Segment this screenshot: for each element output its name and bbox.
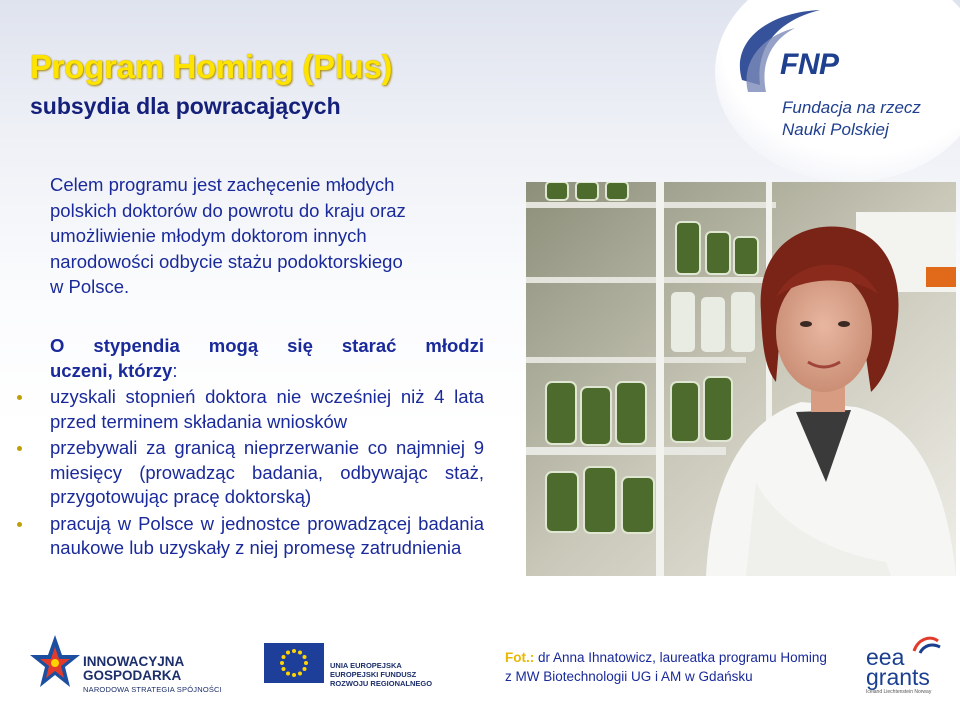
intro-paragraph xyxy=(50,172,470,300)
ig-emblem-icon xyxy=(30,635,80,697)
fnp-abbreviation: FNP xyxy=(780,48,839,81)
lead-word: starać xyxy=(341,335,397,356)
lead-word: O xyxy=(50,335,65,356)
caption-line2: z MW Biotechnologii UG i AM w Gdańsku xyxy=(505,669,753,684)
eu-flag-icon xyxy=(264,643,324,683)
intro-line: Celem programu jest zachęcenie młodych xyxy=(50,174,395,195)
eea-line3: Iceland Liechtenstein Norway xyxy=(866,689,932,695)
list-item: pracują w Polsce w jednostce prowadzącej badania naukowe lub uzyskały z niej promesę zatrudnienia xyxy=(50,512,484,561)
ig-line1: INNOWACYJNA xyxy=(83,654,185,669)
slide-subtitle: subsydia dla powracających xyxy=(30,93,341,119)
eea-line1: eea xyxy=(866,644,905,670)
photo-caption xyxy=(505,648,827,686)
eu-label xyxy=(330,661,432,688)
lead-line2-text: uczeni, którzy xyxy=(50,360,173,381)
lead-word: młodzi xyxy=(425,335,484,356)
eea-grants-logo xyxy=(862,633,947,699)
lead-word: stypendia xyxy=(93,335,180,356)
eea-line2: grants xyxy=(866,664,930,690)
eu-logo xyxy=(262,637,432,689)
fnp-name-line1: Fundacja na rzecz xyxy=(782,98,921,117)
innowacyjna-gospodarka-logo xyxy=(28,633,222,699)
ig-line2: GOSPODARKA xyxy=(83,668,182,683)
intro-line: polskich doktorów do powrotu do kraju oraz xyxy=(50,199,406,221)
list-item: przebywali za granicą nieprzerwanie co najmniej 9 miesięcy (prowadząc badania, odbywając staż, przygotowując pracę doktorską) xyxy=(50,436,484,510)
eu-line3: ROZWOJU REGIONALNEGO xyxy=(330,679,433,688)
intro-line: w Polsce. xyxy=(50,276,130,297)
ig-subtitle: NARODOWA STRATEGIA SPÓJNOŚCI xyxy=(83,685,222,694)
caption-prefix: Fot.: xyxy=(505,650,535,665)
eligibility-lead-line1 xyxy=(50,333,484,358)
fnp-name-line2: Nauki Polskiej xyxy=(782,120,889,139)
ig-title xyxy=(83,655,184,683)
caption-line1: dr Anna Ihnatowicz, laureatka programu Homing xyxy=(534,650,827,665)
lead-word: mogą xyxy=(208,335,259,356)
laureate-photo xyxy=(526,182,956,576)
eu-line2: EUROPEJSKI FUNDUSZ xyxy=(330,670,417,679)
eligibility-lead-line2 xyxy=(50,358,484,383)
eu-line1: UNIA EUROPEJSKA xyxy=(330,661,402,670)
list-item: uzyskali stopnień doktora nie wcześniej niż 4 lata przed terminem składania wniosków xyxy=(50,385,484,434)
eligibility-list xyxy=(50,385,484,563)
lead-colon: : xyxy=(172,360,178,381)
eligibility-lead xyxy=(50,333,484,383)
intro-line: narodowości odbycie stażu podoktorskiego xyxy=(50,250,403,272)
intro-line: umożliwienie młodym doktorom innych xyxy=(50,225,367,246)
fnp-logo xyxy=(700,0,960,182)
laboratory-photo-illustration xyxy=(526,182,956,576)
lead-word: się xyxy=(287,335,313,356)
eea-swirl-icon xyxy=(912,633,942,655)
fnp-swoosh-graphic xyxy=(700,0,960,182)
slide-title: Program Homing (Plus) xyxy=(30,48,393,85)
